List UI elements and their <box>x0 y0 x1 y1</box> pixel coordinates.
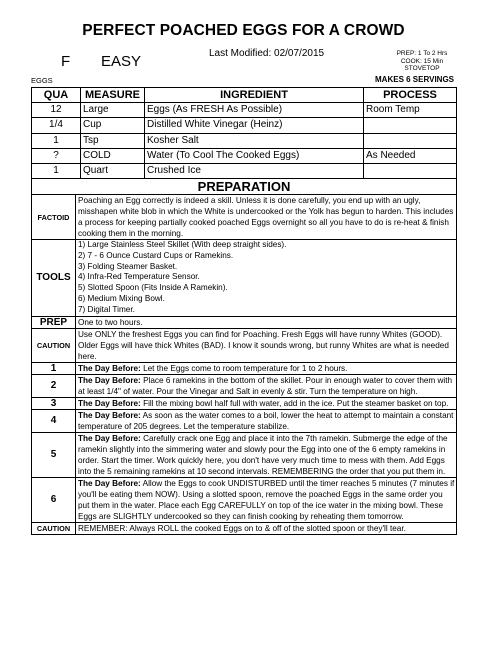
step-text <box>76 409 457 432</box>
recipe-category: EGGS <box>31 76 53 85</box>
ingredient-row <box>32 163 457 178</box>
factoid-text: Poaching an Egg correctly is indeed a skill. Unless it is done carefully, you end up with an ugly, misshapen white blob in which the White is undercooked or the Yolk has begun to harden. This includes a process for keeping partially cooked poached Eggs overnight so all you have to do is re-heat & finish cooking them in the morning. <box>76 195 457 240</box>
preparation-heading: PREPARATION <box>32 179 457 195</box>
ingredient-qty: ? <box>32 148 81 163</box>
time-info <box>391 50 453 73</box>
step-text <box>76 362 457 374</box>
ingredient-qty: 12 <box>32 103 81 118</box>
ingredient-process <box>364 118 457 133</box>
ingredient-row <box>32 133 457 148</box>
ingredients-header-row <box>32 88 457 103</box>
step-text <box>76 477 457 522</box>
tool-item: 4) Infra-Red Temperature Sensor. <box>78 272 200 282</box>
caution-text: REMEMBER: Always ROLL the cooked Eggs on to & off of the slotted spoon or they'll tear. <box>76 522 457 534</box>
step-body: As soon as the water comes to a boil, lower the heat to attempt to maintain a constant temperature of 205 degrees. Let the temperature stabilize. <box>78 410 454 431</box>
ingredient-row <box>32 103 457 118</box>
tool-item: 2) 7 - 6 Ounce Custard Cups or Ramekins. <box>78 250 234 260</box>
step-lead: The Day Before: <box>78 375 141 385</box>
prep-label: PREP <box>32 316 76 328</box>
step-body: Place 6 ramekins in the bottom of the skillet. Pour in enough water to cover them with at least 1/4" of water. Pour the Vinegar and Salt in evenly & stir. Turn the temperature on high. <box>78 375 453 396</box>
ingredient-name: Water (To Cool The Cooked Eggs) <box>145 148 364 163</box>
step-lead: The Day Before: <box>78 410 141 420</box>
last-modified: Last Modified: 02/07/2015 <box>209 48 325 59</box>
step-row <box>32 374 457 397</box>
recipe-difficulty: EASY <box>101 53 142 70</box>
preparation-header-row <box>32 179 457 195</box>
ingredient-qty: 1 <box>32 133 81 148</box>
tool-item: 7) Digital Timer. <box>78 304 135 314</box>
tool-item: 5) Slotted Spoon (Fits Inside A Ramekin). <box>78 283 228 293</box>
step-body: Fill the mixing bowl half full with water, add in the ice. Put the steamer basket on top. <box>140 398 449 408</box>
tool-item: 6) Medium Mixing Bowl. <box>78 293 165 303</box>
caution-label: CAUTION <box>32 328 76 362</box>
caution-row <box>32 328 457 362</box>
ingredient-name: Crushed Ice <box>145 163 364 178</box>
step-body: Let the Eggs come to room temperature for 1 to 2 hours. <box>140 363 348 373</box>
ingredient-row <box>32 148 457 163</box>
prep-row <box>32 316 457 328</box>
step-body: Allow the Eggs to cook UNDISTURBED until the timer reaches 5 minutes (7 minutes if you'll be eating them NOW). Using a slotted spoon, remove the poached Eggs in the same order you put them in the water. Place each Egg CAREFULLY on top of the ice water in the mixing bowl. These Eggs are SLIGHTLY undercooked so they can finish cooking by reheating them tomorrow. <box>78 478 455 521</box>
tools-label: TOOLS <box>32 240 76 317</box>
ingredient-measure: Cup <box>81 118 145 133</box>
step-row <box>32 397 457 409</box>
step-number: 5 <box>32 432 76 477</box>
factoid-row <box>32 195 457 240</box>
step-number: 2 <box>32 374 76 397</box>
cook-time: COOK: 15 Min <box>400 57 444 65</box>
ingredient-name: Distilled White Vinegar (Heinz) <box>145 118 364 133</box>
tools-row <box>32 240 457 317</box>
step-lead: The Day Before: <box>78 478 141 488</box>
factoid-label: FACTOID <box>32 195 76 240</box>
caution-text: Use ONLY the freshest Eggs you can find for Poaching. Fresh Eggs will have runny Whites (GOOD). Older Eggs will have thick Whites (BAD). I know it sounds wrong, but runny Whites are what is needed here. <box>76 328 457 362</box>
ingredient-name: Kosher Salt <box>145 133 364 148</box>
ingredient-measure: Quart <box>81 163 145 178</box>
tool-item: 1) Large Stainless Steel Skillet (With deep straight sides). <box>78 240 287 249</box>
step-number: 4 <box>32 409 76 432</box>
step-text <box>76 374 457 397</box>
caution-label: CAUTION <box>32 522 76 534</box>
ingredient-measure: COLD <box>81 148 145 163</box>
step-row <box>32 362 457 374</box>
step-row <box>32 432 457 477</box>
step-lead: The Day Before: <box>78 433 141 443</box>
step-row <box>32 477 457 522</box>
ingredient-process: Room Temp <box>364 103 457 118</box>
tools-list <box>76 240 457 317</box>
step-row <box>32 409 457 432</box>
ingredient-process <box>364 133 457 148</box>
preparation-table <box>31 178 457 535</box>
column-header-measure: MEASURE <box>81 88 145 103</box>
step-text <box>76 397 457 409</box>
ingredient-row <box>32 118 457 133</box>
column-header-ingredient: INGREDIENT <box>145 88 364 103</box>
column-header-process: PROCESS <box>364 88 457 103</box>
ingredient-measure: Tsp <box>81 133 145 148</box>
ingredient-process <box>364 163 457 178</box>
step-text <box>76 432 457 477</box>
prep-time: PREP: 1 To 2 Hrs <box>396 50 448 57</box>
servings: MAKES 6 SERVINGS <box>375 75 454 84</box>
ingredient-qty: 1/4 <box>32 118 81 133</box>
step-lead: The Day Before: <box>78 363 141 373</box>
step-number: 6 <box>32 477 76 522</box>
prep-text: One to two hours. <box>76 316 457 328</box>
ingredient-process: As Needed <box>364 148 457 163</box>
recipe-title: PERFECT POACHED EGGS FOR A CROWD <box>82 22 405 39</box>
tool-item: 3) Folding Steamer Basket. <box>78 261 178 271</box>
step-body: Carefully crack one Egg and place it into the 7th ramekin. Submerge the edge of the ramekin slightly into the simmering water and slowly pour the Egg into one of the 6 empty ramekins in order. Start the timer. Work quickly here, you don't have very much time to mess with them. Add Eggs into the 5 remaining ramekins at 10 second intervals. REMEMBERING the order that you put them in. <box>78 433 448 476</box>
column-header-qty: QUA <box>32 88 81 103</box>
caution-row <box>32 522 457 534</box>
recipe-grade: F <box>61 53 71 70</box>
step-lead: The Day Before: <box>78 398 141 408</box>
ingredients-table <box>31 87 457 179</box>
ingredient-measure: Large <box>81 103 145 118</box>
ingredient-name: Eggs (As FRESH As Possible) <box>145 103 364 118</box>
cook-method: STOVETOP <box>404 65 440 73</box>
step-number: 3 <box>32 397 76 409</box>
step-number: 1 <box>32 362 76 374</box>
ingredient-qty: 1 <box>32 163 81 178</box>
